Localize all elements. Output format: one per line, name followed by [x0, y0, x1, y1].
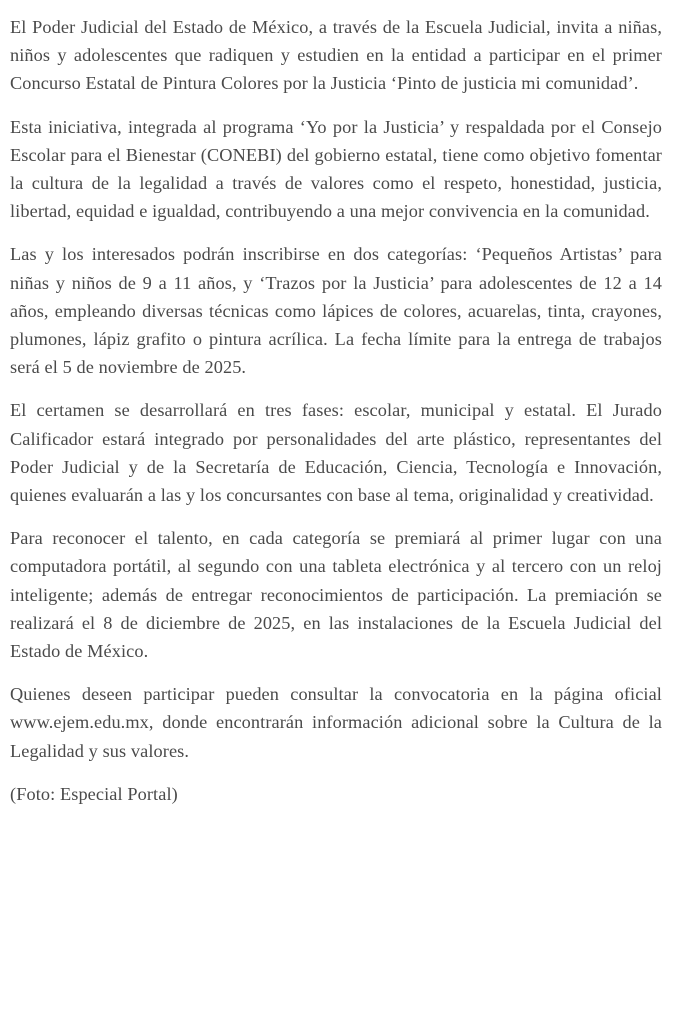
paragraph-contest-announcement: El Poder Judicial del Estado de México, a través de la Escuela Judicial, invita a niñas, niños y adolescentes que radiquen y estudien en la entidad a participar en el primer Concurso Estatal de Pintura Colores por la Justicia ‘Pinto de justicia mi comunidad’. — [10, 17, 662, 94]
paragraph-prizes: Para reconocer el talento, en cada categoría se premiará al primer lugar con una computadora portátil, al segundo con una tableta electrónica y al tercero con un reloj inteligente; además de entregar reconocimientos de participación. La premiación se realizará el 8 de diciembre de 2025, en las instalaciones de la Escuela Judicial del Estado de México. — [10, 528, 662, 662]
paragraph-phases-jury: El certamen se desarrollará en tres fases: escolar, municipal y estatal. El Jurado Calificador estará integrado por personalidades del arte plástico, representantes del Poder Judicial y de la Secretaría de Educación, Ciencia, Tecnología e Innovación, quienes evaluarán a las y los concursantes con base al tema, originalidad y creatividad. — [10, 400, 662, 506]
photo-credit: (Foto: Especial Portal) — [10, 783, 178, 804]
paragraph-initiative: Esta iniciativa, integrada al programa ‘Yo por la Justicia’ y respaldada por el Consejo Escolar para el Bienestar (CONEBI) del gobierno estatal, tiene como objetivo fomentar la cultura de la legalidad a través de valores como el respeto, honestidad, justicia, libertad, equidad e igualdad, contribuyendo a una mejor convivencia en la comunidad. — [10, 116, 662, 222]
paragraph-registration-info: Quienes deseen participar pueden consultar la convocatoria en la página oficial www.ejem.edu.mx, donde encontrarán información adicional sobre la Cultura de la Legalidad y sus valores. — [10, 684, 662, 761]
paragraph-categories: Las y los interesados podrán inscribirse en dos categorías: ‘Pequeños Artistas’ para niñas y niños de 9 a 11 años, y ‘Trazos por la Justicia’ para adolescentes de 12 a 14 años, empleando diversas técnicas como lápices de colores, acuarelas, tinta, crayones, plumones, lápiz grafito o pintura acrílica. La fecha límite para la entrega de trabajos será el 5 de noviembre de 2025. — [10, 244, 662, 378]
